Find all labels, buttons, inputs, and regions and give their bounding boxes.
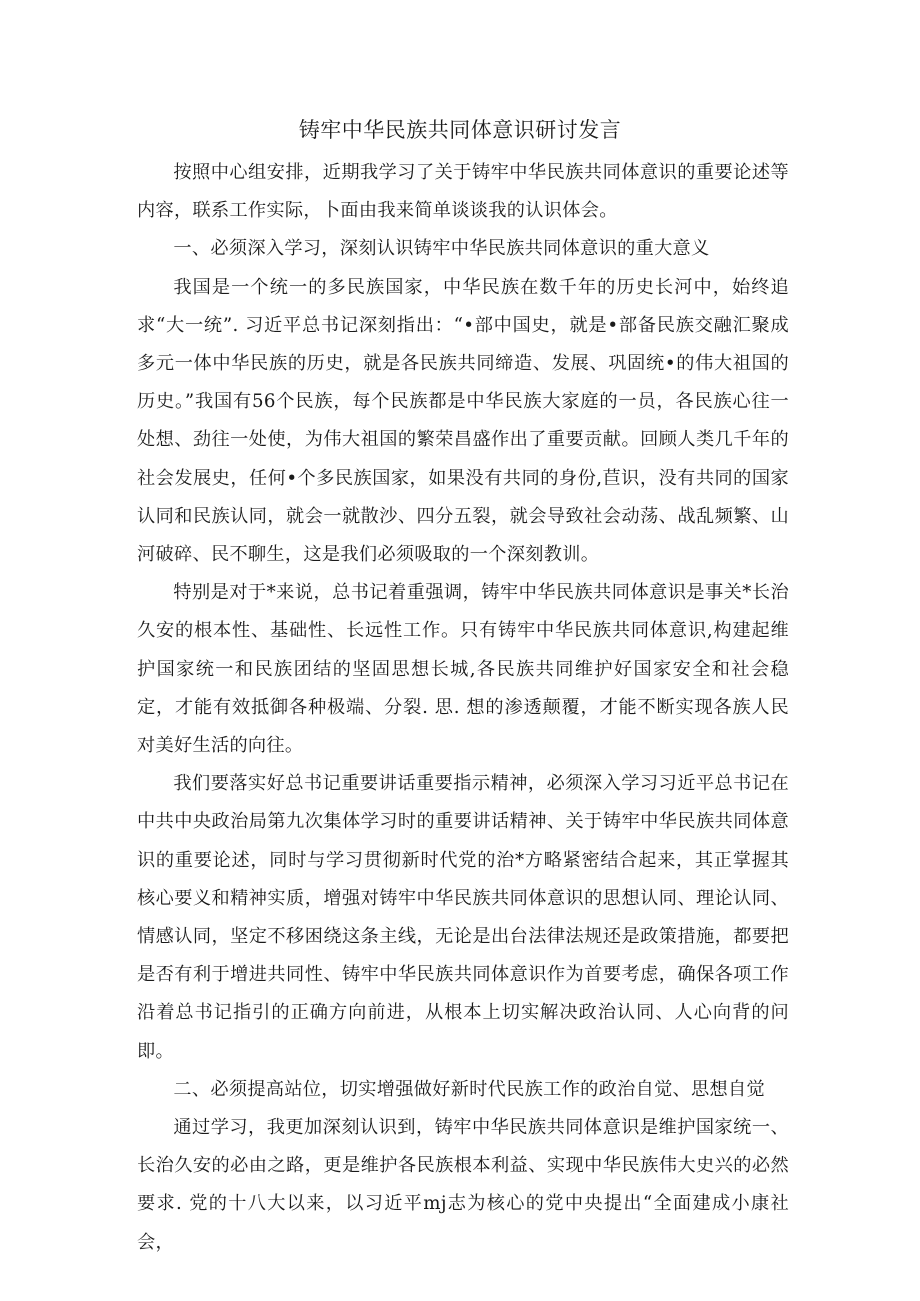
document-title: 铸牢中华民族共同体意识研讨发言 bbox=[298, 118, 622, 142]
section-heading-2: 二、必须提高站位，切实增强做好新时代民族工作的政治自觉、思想自觉 bbox=[173, 1078, 765, 1100]
paragraph-understanding: 通过学习，我更加深刻认识到，铸牢中华民族共同体意识是维护国家统一、长治久安的必由之路，更是维护各民族根本利益、实现中华民族伟大史兴的必然要求. 党的十八大以来，以习近平mj志为核心的党中央提出“全面建成小康社会， bbox=[137, 1117, 789, 1253]
paragraph-history: 我国是一个统一的多民族国家，中华民族在数千年的历史长河中，始终追求“大一统”. 习近平总书记深刻指出：“•部中国史，就是•部备民族交融汇聚成多元一体中华民族的历史，就是各民族共同缔造、发展、巩固统•的伟大祖国的历史。”我国有56个民族，每个民族都是中华民族大家庭的一员，各民族心往一处想、劲往一处使，为伟大祖国的繁荣昌盛作出了重要贡献。回顾人类几千年的社会发展史，任何•个多民族国家，如果没有共同的身份,苣识，没有共同的国家认同和民族认同，就会一就散沙、四分五裂，就会导致社会动荡、战乱频繁、山河破碎、民不聊生，这是我们必须吸取的一个深刻教训。 bbox=[137, 276, 789, 566]
paragraph-stability: 特别是对于*来说，总书记着重强调，铸牢中华民族共同体意识是事关*长治久安的根本性、基础性、长远性工作。只有铸牢中华民族共同体意识,构建起维护国家统一和民族团结的坚固思想长城,各民族共同维护好国家安全和社会稳定，才能有效抵御各种极端、分裂. 思. 想的渗透颠覆，才能不断实现各族人民对美好生活的向往。 bbox=[137, 582, 789, 757]
document-body bbox=[137, 154, 789, 1262]
paragraph-intro: 按照中心组安排，近期我学习了关于铸牢中华民族共同体意识的重要论述等内容，联系工作实际，卜面由我来简单谈谈我的认识体会。 bbox=[137, 162, 789, 222]
section-heading-1: 一、必须深入学习，深刻认识铸牢中华民族共同体意识的重大意义 bbox=[173, 238, 710, 260]
paragraph-implementation: 我们要落实好总书记重要讲话重要指示精神，必须深入学习习近平总书记在中共中央政治局第九次集体学习时的重要讲话精神、关于铸牢中华民族共同体意识的重要论述，同时与学习贯彻新时代党的治*方略紧密结合起来，其正掌握其核心要义和精神实质，增强对铸牢中华民族共同体意识的思想认同、理论认同、情感认同，坚定不移困绕这条主线，无论是出台法律法规还是政策措施，都要把是否有利于增进共同性、铸牢中华民族共同体意识作为首要考虑，确保各项工作沿着总书记指引的正确方向前进，从根本上切实解决政治认同、人心向背的问即。 bbox=[137, 773, 789, 1062]
